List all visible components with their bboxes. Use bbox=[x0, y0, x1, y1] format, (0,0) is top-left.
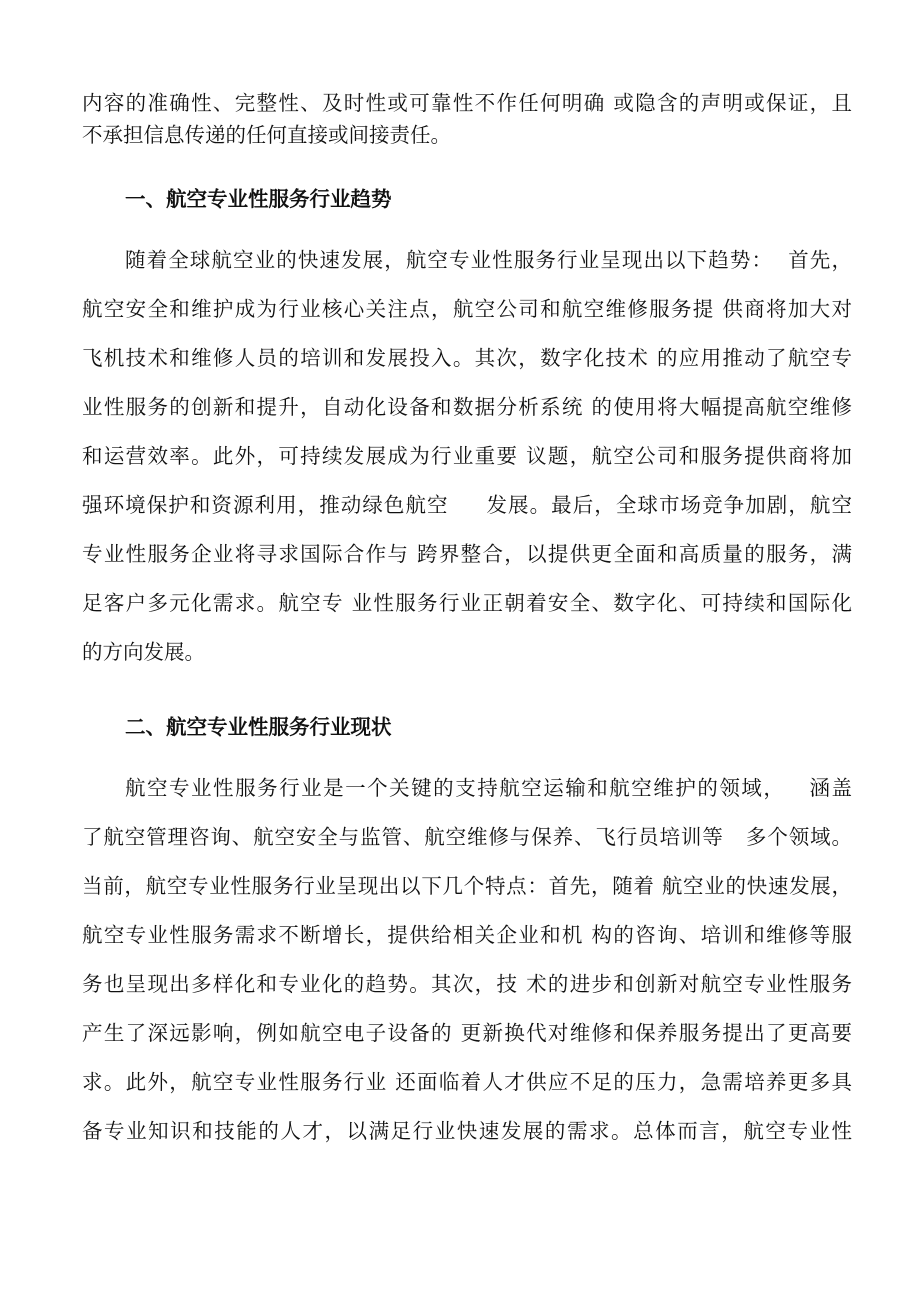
section-1-heading: 一、航空专业性服务行业趋势 bbox=[125, 187, 392, 211]
section-2-line-3: 当前，航空专业性服务行业呈现出以下几个特点：首先，随着 航空业的快速发展， bbox=[82, 874, 852, 898]
section-1-line-7: 专业性服务企业将寻求国际合作与 跨界整合，以提供更全面和高质量的服务，满 bbox=[82, 542, 852, 566]
intro-line-2: 不承担信息传递的任何直接或间接责任。 bbox=[82, 123, 451, 147]
section-2-line-4: 航空专业性服务需求不断增长，提供给相关企业和机 构的咨询、培训和维修等服 bbox=[82, 923, 852, 947]
section-2-line-1: 航空专业性服务行业是一个关键的支持航空运输和航空维护的领域， 涵盖 bbox=[125, 776, 852, 800]
section-2-line-6: 产生了深远影响，例如航空电子设备的 更新换代对维修和保养服务提出了更高要 bbox=[82, 1021, 852, 1045]
section-1-line-6: 强环境保护和资源利用，推动绿色航空 发展。最后，全球市场竞争加剧，航空 bbox=[82, 493, 852, 517]
section-1-line-3: 飞机技术和维修人员的培训和发展投入。其次，数字化技术 的应用推动了航空专 bbox=[82, 346, 852, 370]
section-2-line-5: 务也呈现出多样化和专业化的趋势。其次，技 术的进步和创新对航空专业性服务 bbox=[82, 972, 852, 996]
section-1-line-4: 业性服务的创新和提升，自动化设备和数据分析系统 的使用将大幅提高航空维修 bbox=[82, 395, 852, 419]
section-1-line-5: 和运营效率。此外，可持续发展成为行业重要 议题，航空公司和服务提供商将加 bbox=[82, 444, 852, 468]
section-1-line-2: 航空安全和维护成为行业核心关注点，航空公司和航空维修服务提 供商将加大对 bbox=[82, 297, 852, 321]
section-1-line-1: 随着全球航空业的快速发展，航空专业性服务行业呈现出以下趋势： 首先， bbox=[125, 248, 852, 272]
section-1-line-9: 的方向发展。 bbox=[82, 640, 205, 664]
section-2-line-2: 了航空管理咨询、航空安全与监管、航空维修与保养、飞行员培训等 多个领域。 bbox=[82, 825, 852, 849]
intro-line-1: 内容的准确性、完整性、及时性或可靠性不作任何明确 或隐含的声明或保证，且 bbox=[82, 91, 852, 115]
section-2-line-8: 备专业知识和技能的人才，以满足行业快速发展的需求。总体而言，航空专业性 bbox=[82, 1119, 852, 1143]
section-1-line-8: 足客户多元化需求。航空专 业性服务行业正朝着安全、数字化、可持续和国际化 bbox=[82, 591, 852, 615]
section-2-line-7: 求。此外，航空专业性服务行业 还面临着人才供应不足的压力，急需培养更多具 bbox=[82, 1070, 852, 1094]
section-2-heading: 二、航空专业性服务行业现状 bbox=[125, 715, 392, 739]
